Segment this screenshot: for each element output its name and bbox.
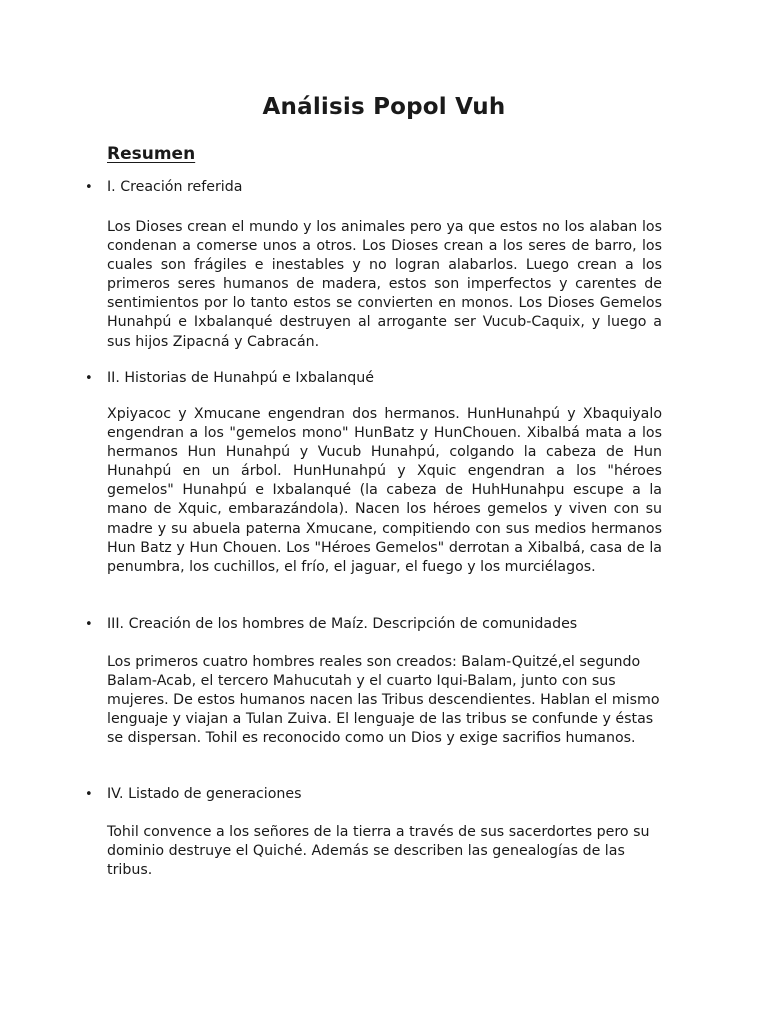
section-heading-text: III. Creación de los hombres de Maíz. Descripción de comunidades bbox=[107, 616, 578, 632]
bullet-icon: • bbox=[85, 617, 93, 632]
section-heading-4 bbox=[85, 786, 302, 802]
section-body-3: Los primeros cuatro hombres reales son creados: Balam-Quitzé,el segundo Balam-Acab, el tercero Mahucutah y el cuarto Iqui-Balam, junto con sus mujeres. De estos humanos nacen las Tribus descendientes. Hablan el mismo lenguaje y viajan a Tulan Zuiva. El lenguaje de las tribus se confunde y éstas se dispersan. Tohil es reconocido como un Dios y exige sacrifios humanos. bbox=[107, 654, 660, 747]
section-body-1: Los Dioses crean el mundo y los animales pero ya que estos no los alaban los condenan a comerse unos a otros. Los Dioses crean a los seres de barro, los cuales son frágiles e inestables y no logran alabarlos. Luego crean a los primeros seres humanos de madera, estos son imperfectos y carentes de sentimientos por lo tanto estos se convierten en monos. Los Dioses Gemelos Hunahpú e Ixbalanqué destruyen al arrogante ser Vucub-Caquix, y luego a sus hijos Zipacná y Cabracán. bbox=[107, 219, 662, 350]
section-heading-3 bbox=[85, 616, 577, 632]
section-heading-text: IV. Listado de generaciones bbox=[107, 786, 302, 802]
section-body-4: Tohil convence a los señores de la tierra a través de sus sacerdortes pero su dominio destruye el Quiché. Además se describen las genealogías de las tribus. bbox=[107, 824, 650, 879]
bullet-icon: • bbox=[85, 787, 93, 802]
section-body-2: Xpiyacoc y Xmucane engendran dos hermanos. HunHunahpú y Xbaquiyalo engendran a los "gemelos mono" HunBatz y HunChouen. Xibalbá mata a los hermanos Hun Hunahpú y Vucub Hunahpú, colgando la cabeza de Hun Hunahpú en un árbol. HunHunahpú y Xquic engendran a los "héroes gemelos" Hunahpú e Ixbalanqué (la cabeza de HuhHunahpu escupe a la mano de Xquic, embarazándola). Nacen los héroes gemelos y viven con su madre y su abuela paterna Xmucane, compitiendo con sus medios hermanos Hun Batz y Hun Chouen. Los "Héroes Gemelos" derrotan a Xibalbá, casa de la penumbra, los cuchillos, el frío, el jaguar, el fuego y los murciélagos. bbox=[107, 406, 662, 575]
section-heading-1 bbox=[85, 179, 242, 195]
section-heading-text: I. Creación referida bbox=[107, 179, 243, 195]
bullet-icon: • bbox=[85, 371, 93, 386]
bullet-icon: • bbox=[85, 180, 93, 195]
section-heading-2 bbox=[85, 370, 374, 386]
section-heading-text: II. Historias de Hunahpú e Ixbalanqué bbox=[107, 370, 374, 386]
document-title: Análisis Popol Vuh bbox=[262, 94, 506, 120]
section-subtitle: Resumen bbox=[107, 144, 196, 164]
